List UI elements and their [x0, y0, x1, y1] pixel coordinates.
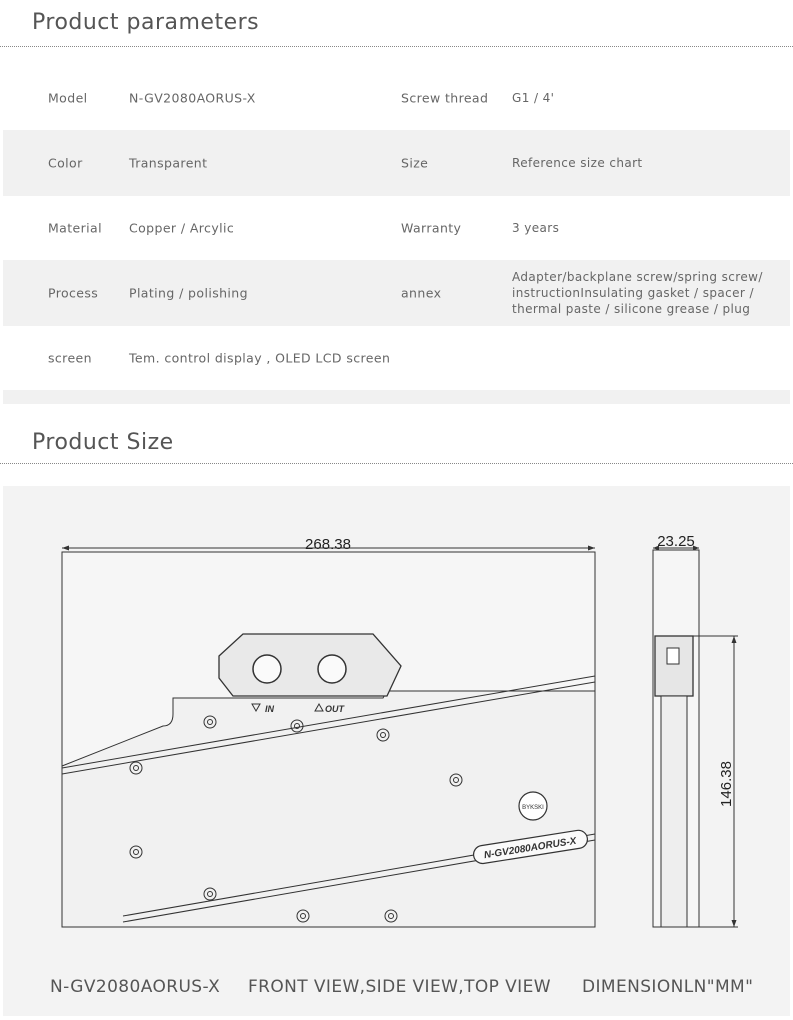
caption-views: FRONT VIEW,SIDE VIEW,TOP VIEW [248, 977, 551, 997]
caption-unit: DIMENSIONLN"MM" [582, 977, 754, 997]
params-table [3, 56, 790, 404]
param-value: Adapter/backplane screw/spring screw/ instructionInsulating gasket / spacer / thermal paste / silicone grease / plug [512, 270, 763, 316]
param-label: Material [48, 220, 102, 236]
side-terminal [655, 636, 693, 696]
param-label: Model [48, 90, 88, 106]
param-label: Color [48, 155, 83, 171]
param-value: Copper / Arcylic [129, 220, 235, 236]
side-port [667, 648, 679, 664]
caption-model: N-GV2080AORUS-X [50, 977, 221, 997]
arrow-up [732, 636, 737, 643]
param-value: Tem. control display , OLED LCD screen [129, 350, 391, 366]
port-in [253, 655, 281, 683]
param-value: Plating / polishing [129, 285, 248, 301]
out-label: OUT [325, 704, 344, 714]
size-title: Product Size [32, 430, 174, 455]
terminal-block [219, 634, 401, 696]
model-plate-text: N-GV2080AORUS-X [483, 835, 578, 862]
side-view [653, 546, 738, 928]
arrow-right [588, 546, 595, 551]
params-title: Product parameters [32, 10, 260, 35]
param-row-model [3, 66, 790, 130]
param-row [3, 56, 790, 66]
size-panel [3, 486, 790, 1016]
thickness-label: 23.25 [657, 533, 695, 550]
front-view [62, 546, 595, 928]
height-label: 146.38 [718, 761, 735, 807]
param-value: Transparent [129, 155, 208, 171]
param-value: 3 years [512, 221, 560, 235]
param-row-material [3, 196, 790, 260]
param-label: Screw thread [401, 90, 489, 106]
port-out [318, 655, 346, 683]
param-row-screen [3, 326, 790, 390]
param-label: Warranty [401, 220, 462, 236]
param-label: annex [401, 285, 442, 301]
dimension-drawing [3, 486, 790, 1016]
width-label: 268.38 [305, 536, 351, 553]
param-value: G1 / 4' [512, 91, 555, 105]
arrow-down [732, 920, 737, 927]
divider [0, 46, 793, 47]
param-value: N-GV2080AORUS-X [129, 90, 256, 106]
param-label: Process [48, 285, 99, 301]
logo-text: BYKSKI [522, 805, 544, 811]
divider [0, 463, 793, 464]
param-value: Reference size chart [512, 156, 643, 170]
arrow-left [62, 546, 69, 551]
param-label: Size [401, 155, 429, 171]
in-label: IN [265, 704, 274, 714]
param-row-process [3, 260, 790, 326]
param-row-spacer [3, 390, 790, 404]
side-block [661, 696, 687, 927]
param-label: screen [48, 350, 92, 366]
param-row-color [3, 130, 790, 196]
